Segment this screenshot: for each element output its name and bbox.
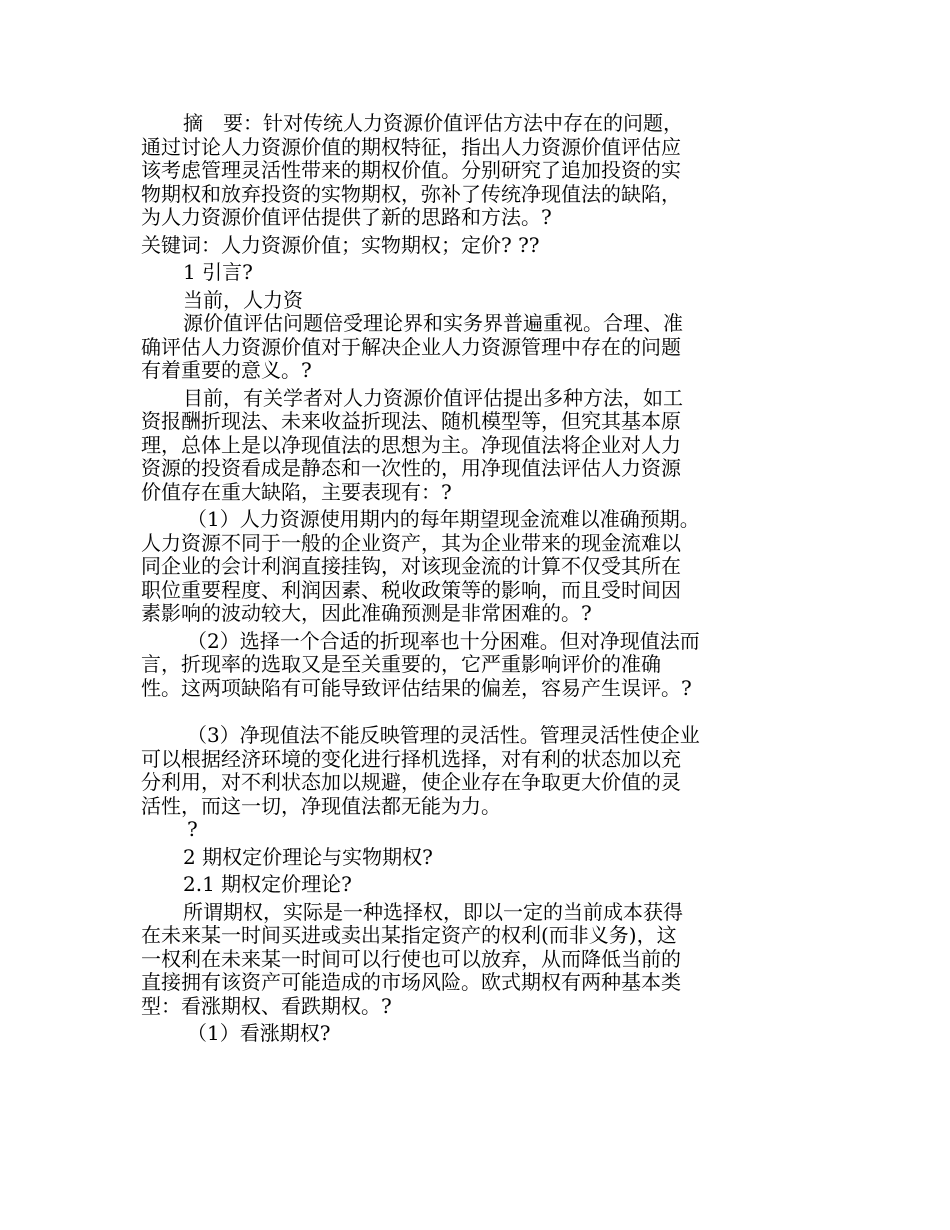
- paragraph-line: 性。这两项缺陷有可能导致评估结果的偏差，容易产生误评。?: [141, 675, 692, 700]
- abstract: [141, 112, 744, 230]
- paragraph: [141, 901, 744, 1019]
- paragraph-line: 活性，而这一切，净现值法都无能为力。: [141, 793, 501, 818]
- abstract-line: 为人力资源价值评估提供了新的思路和方法。?: [141, 205, 552, 229]
- paragraph-line: 直接拥有该资产可能造成的市场风险。欧式期权有两种基本类: [141, 970, 681, 994]
- paragraph-line: 所谓期权，实际是一种选择权，即以一定的当前成本获得: [183, 899, 683, 924]
- paragraph-line: （1）看涨期权?: [187, 1021, 331, 1045]
- section-heading: 2 期权定价理论与实物期权?: [183, 844, 433, 869]
- paragraph-line: 型：看涨期权、看跌期权。?: [141, 993, 392, 1018]
- abstract-line: 摘 要：针对传统人力资源价值评估方法中存在的问题，: [183, 111, 683, 135]
- paragraph-line: 有着重要的意义。?: [141, 358, 312, 382]
- paragraph-line: 理，总体上是以净现值法的思想为主。净现值法将企业对人力: [141, 432, 681, 457]
- document-page: [141, 112, 744, 1046]
- subsection-heading: 2.1 期权定价理论?: [183, 872, 352, 896]
- paragraph: [141, 724, 744, 818]
- abstract-line: 通过讨论人力资源价值的期权特征，指出人力资源价值评估应: [141, 134, 681, 159]
- abstract-line: 该考虑管理灵活性带来的期权价值。分别研究了追加投资的实: [141, 158, 681, 182]
- paragraph-line: （2）选择一个合适的折现率也十分困难。但对净现值法而: [187, 628, 700, 653]
- paragraph-line: 一权利在未来某一时间可以行使也可以放弃，从而降低当前的: [141, 946, 681, 971]
- paragraph: [141, 508, 744, 626]
- paragraph-line: （1）人力资源使用期内的每年期望现金流难以准确预期。: [187, 507, 700, 531]
- paragraph-line: 目前，有关学者对人力资源价值评估提出多种方法，如工: [183, 385, 683, 410]
- paragraph-line: 可以根据经济环境的变化进行择机选择，对有利的状态加以充: [141, 746, 681, 771]
- section-heading: 1 引言?: [183, 260, 253, 284]
- paragraph-line: 素影响的波动较大，因此准确预测是非常困难的。?: [141, 601, 592, 625]
- paragraph-line: 同企业的会计利润直接挂钩，对该现金流的计算不仅受其所在: [141, 554, 681, 578]
- paragraph-line: 源价值评估问题倍受理论界和实务界普遍重视。合理、准: [183, 311, 683, 335]
- paragraph-line: 分利用，对不利状态加以规避，使企业存在争取更大价值的灵: [141, 770, 681, 794]
- paragraph-line: 资报酬折现法、未来收益折现法、随机模型等，但究其基本原: [141, 409, 681, 433]
- paragraph-line: 当前，人力资: [183, 287, 303, 312]
- paragraph-line: 资源的投资看成是静态和一次性的，用净现值法评估人力资源: [141, 456, 681, 480]
- paragraph-line: 言，折现率的选取又是至关重要的，它严重影响评价的准确: [141, 652, 661, 676]
- paragraph: [141, 387, 744, 505]
- paragraph-line: 人力资源不同于一般的企业资产，其为企业带来的现金流难以: [141, 530, 681, 555]
- keywords: 关键词：人力资源价值；实物期权；定价? ??: [141, 232, 540, 257]
- paragraph-line: （3）净现值法不能反映管理的灵活性。管理灵活性使企业: [187, 723, 700, 747]
- paragraph-line: 职位重要程度、利润因素、税收政策等的影响，而且受时间因: [141, 577, 681, 602]
- paragraph-line: 价值存在重大缺陷，主要表现有：?: [141, 479, 452, 504]
- abstract-line: 物期权和放弃投资的实物期权，弥补了传统净现值法的缺陷，: [141, 181, 681, 206]
- paragraph: [141, 312, 744, 383]
- paragraph-line: 在未来某一时间买进或卖出某指定资产的权利(而非义务)，这: [141, 923, 677, 947]
- paragraph-line: 确评估人力资源价值对于解决企业人力资源管理中存在的问题: [141, 334, 681, 359]
- paragraph-line: ?: [187, 817, 198, 841]
- paragraph: [141, 630, 744, 701]
